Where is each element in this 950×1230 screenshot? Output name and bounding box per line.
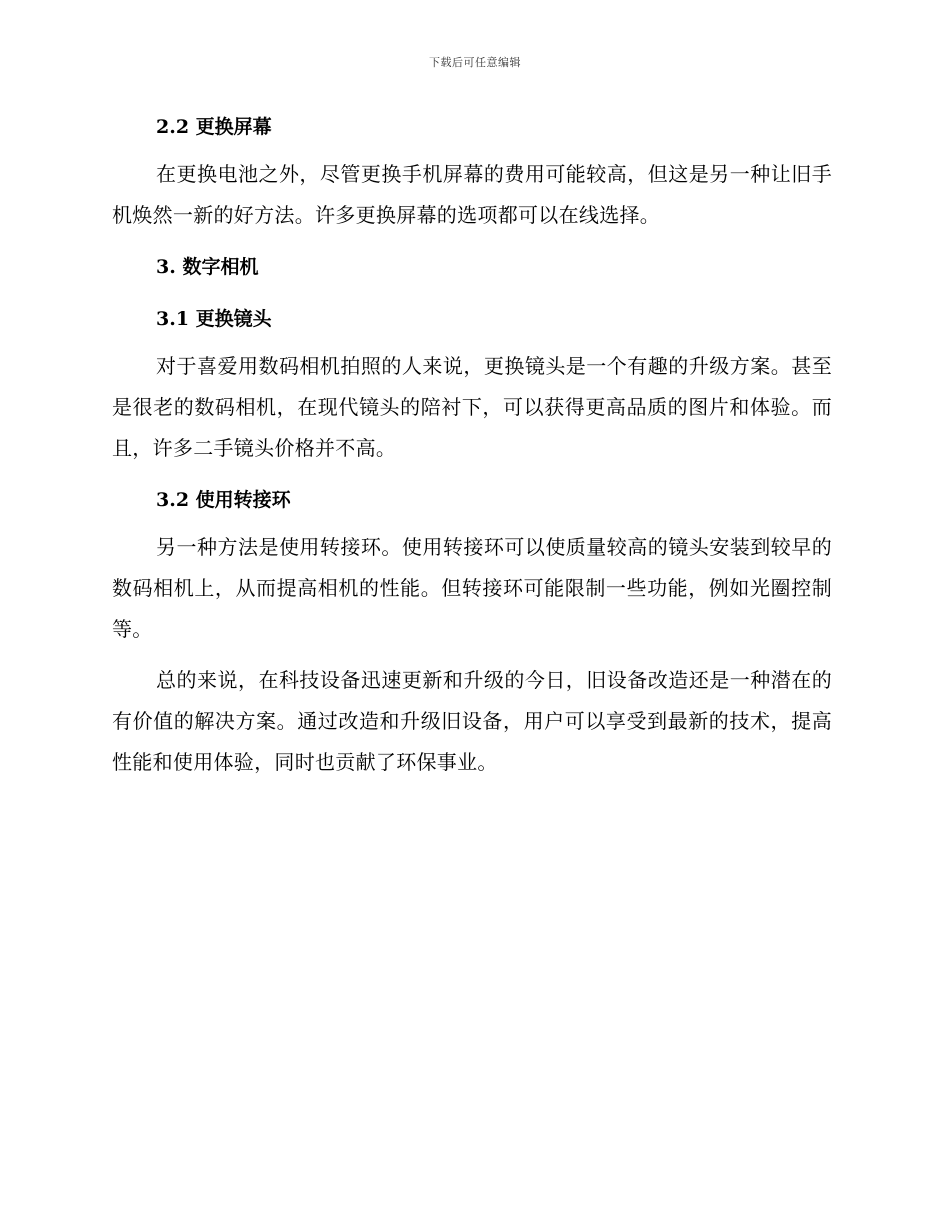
heading-3-2: 3.2 使用转接环: [156, 489, 291, 511]
paragraph-2-2: 在更换电池之外，尽管更换手机屏幕的费用可能较高，但这是另一种让旧手机焕然一新的好方法。许多更换屏幕的选项都可以在线选择。: [112, 162, 832, 227]
page-header: 下载后可任意编辑: [429, 56, 521, 69]
heading-3: 3. 数字相机: [156, 256, 259, 278]
heading-3-1: 3.1 更换镜头: [156, 308, 272, 330]
heading-2-2: 2.2 更换屏幕: [156, 116, 272, 138]
paragraph-3-2: 另一种方法是使用转接环。使用转接环可以使质量较高的镜头安装到较早的数码相机上，从而提高相机的性能。但转接环可能限制一些功能，例如光圈控制等。: [112, 535, 832, 641]
paragraph-3-1: 对于喜爱用数码相机拍照的人来说，更换镜头是一个有趣的升级方案。甚至是很老的数码相机，在现代镜头的陪衬下，可以获得更高品质的图片和体验。而且，许多二手镜头价格并不高。: [112, 354, 832, 460]
document-body: [112, 106, 832, 783]
paragraph-summary: 总的来说，在科技设备迅速更新和升级的今日，旧设备改造还是一种潜在的有价值的解决方案。通过改造和升级旧设备，用户可以享受到最新的技术，提高性能和使用体验，同时也贡献了环保事业。: [112, 668, 832, 774]
